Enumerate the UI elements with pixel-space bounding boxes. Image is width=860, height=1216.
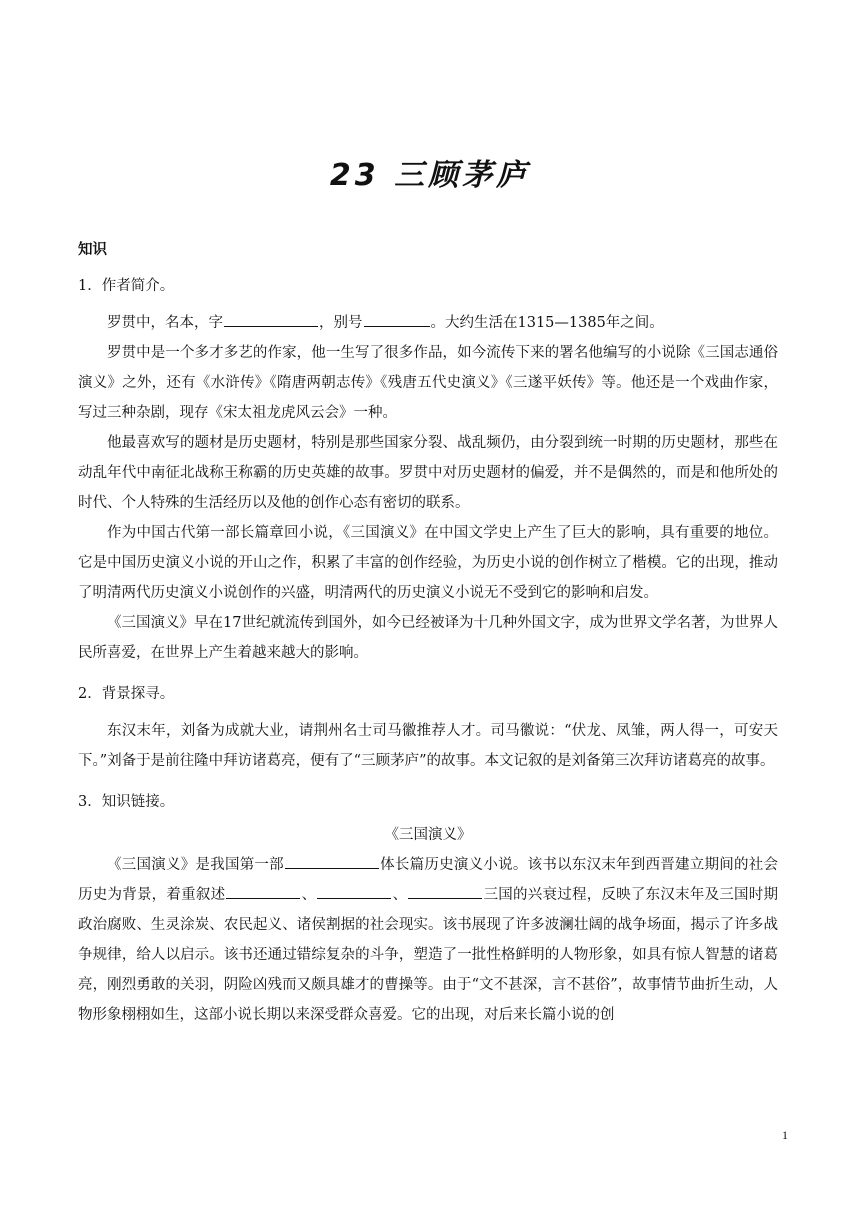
fill-blank-kingdom-2 [317,882,391,899]
author-themes-paragraph: 他最喜欢写的题材是历史题材，特别是那些国家分裂、战乱频仍，由分裂到统一时期的历史题材，那些在动乱年代中南征北战称王称霸的历史英雄的故事。罗贯中对历史题材的偏爱，并不是偶然的，而是和他所处的时代、个人特殊的生活经历以及他的创作心态有密切的联系。 [78,435,778,511]
text-fragment: 三国的兴衰过程，反映了东汉末年及三国时期政治腐败、生灵涂炭、农民起义、诸侯割据的社会现实。该书展现了许多波澜壮阔的战争场面，揭示了许多战争规律，给人以启示。该书还通过错综复杂的斗争，塑造了一批性格鲜明的人物形象，如具有惊人智慧的诸葛亮，刚烈勇敢的关羽，阴险凶残而又颇具雄才的曹操等。由于“文不甚深，言不甚俗”，故事情节曲折生动，人物形象栩栩如生，这部小说长期以来深受群众喜爱。它的出现，对后来长篇小说的创 [78,887,779,1023]
fill-blank-pen-name [364,310,430,327]
knowledge-subtitle: 《三国演义》 [384,827,472,843]
fill-blank-kingdom-3 [408,882,482,899]
section-label: 知识 [78,241,107,258]
text-fragment: ，别号 [319,315,363,331]
separator: 、 [301,887,317,903]
text-fragment: 。大约生活在1315—1385年之间。 [430,315,664,331]
author-name-paragraph [78,308,778,338]
page-title: 23 三顾茅庐 [329,158,531,193]
text-fragment: 《三国演义》是我国第一部 [107,857,284,873]
novel-world-paragraph: 《三国演义》早在17世纪就流传到国外，如今已经被译为十几种外国文字，成为世界文学名著，为世界人民所喜爱，在世界上产生着越来越大的影响。 [78,615,778,661]
background-paragraph: 东汉末年，刘备为成就大业，请荆州名士司马徽推荐人才。司马徽说：“伏龙、凤雏，两人得一，可安天下。”刘备于是前往隆中拜访诸葛亮，便有了“三顾茅庐”的故事。本文记叙的是刘备第三次拜访诸葛亮的故事。 [78,723,778,769]
fill-blank-genre [285,852,379,869]
novel-influence-paragraph: 作为中国古代第一部长篇章回小说，《三国演义》在中国文学史上产生了巨大的影响，具有重要的地位。它是中国历史演义小说的开山之作，积累了丰富的创作经验，为历史小说的创作树立了楷模。它的出现，推动了明清两代历史演义小说创作的兴盛，明清两代的历史演义小说无不受到它的影响和启发。 [78,525,778,601]
separator: 、 [392,887,408,903]
document-body [78,240,778,1030]
page-number: 1 [782,1128,788,1142]
fill-blank-courtesy-name [224,310,318,327]
fill-blank-kingdom-1 [226,882,300,899]
item2-heading: 2．背景探寻。 [78,686,175,702]
knowledge-paragraph [78,850,778,1030]
text-fragment: 罗贯中，名本，字 [107,315,223,331]
text-fragment: 体长篇历史演义小说。该书以东汉末年到西晋建立期间的社会历史为背景，着重叙述 [78,857,778,903]
author-works-paragraph: 罗贯中是一个多才多艺的作家，他一生写了很多作品，如今流传下来的署名他编写的小说除《三国志通俗演义》之外，还有《水浒传》《隋唐两朝志传》《残唐五代史演义》《三遂平妖传》等。他还是一个戏曲作家，写过三种杂剧，现存《宋太祖龙虎风云会》一种。 [78,345,778,421]
item3-heading: 3．知识链接。 [78,794,175,810]
item1-heading: 1．作者简介。 [78,278,175,294]
